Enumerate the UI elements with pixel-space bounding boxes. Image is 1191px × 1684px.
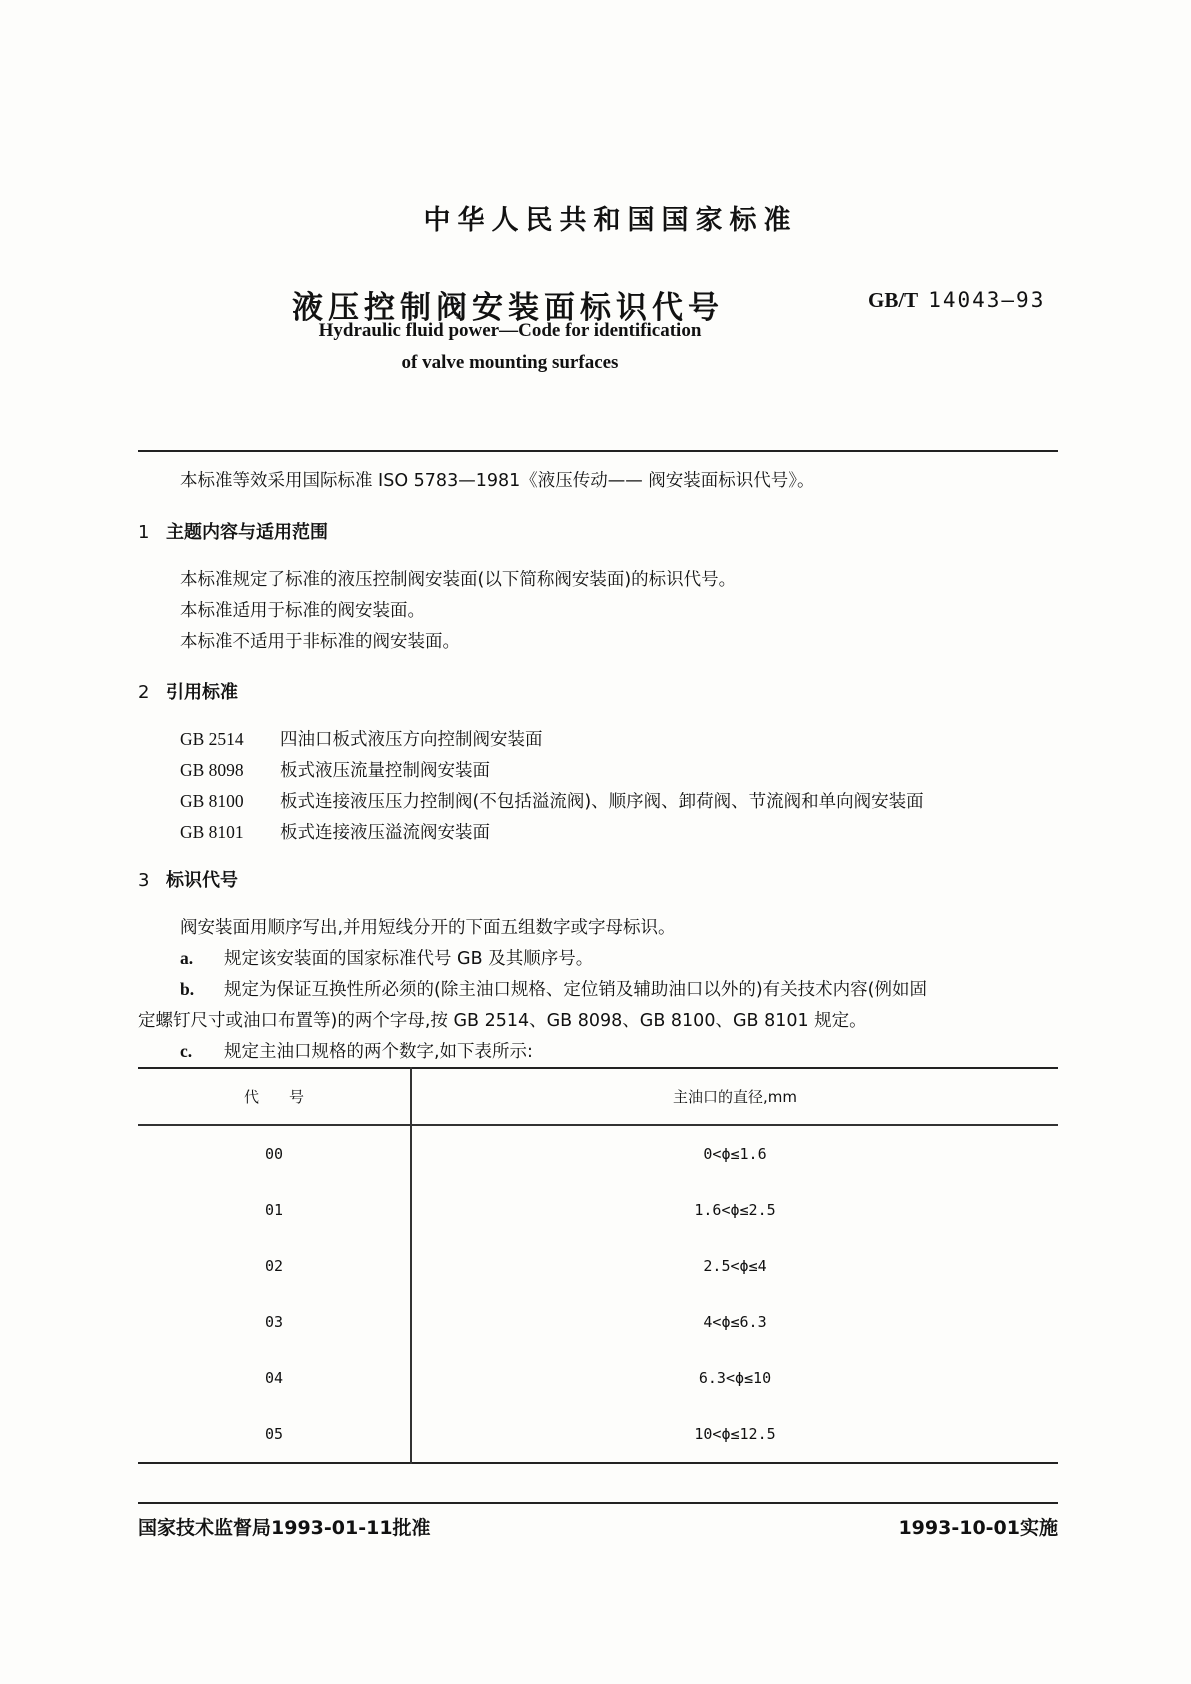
code-cell: 01 [138,1182,411,1238]
port-size-code-table [138,1067,1058,1464]
reference-item [180,819,490,844]
code-cell: 03 [138,1294,411,1350]
section-number: 2 [138,682,150,703]
table-row [138,1406,1058,1463]
reference-code: GB 2514 [180,729,244,749]
diameter-cell: 10<ϕ≤12.5 [694,1425,776,1443]
reference-item [180,726,543,751]
column-header-code: 代 号 [138,1068,411,1125]
list-letter: b. [180,979,195,999]
effective-date: 1993-10-01实施 [898,1517,1058,1539]
header-divider [138,450,1058,452]
list-text: 规定为保证互换性所必须的(除主油口规格、定位销及辅助油口以外的)有关技术内容(例如固 [224,980,927,1000]
table-row [138,1350,1058,1406]
diameter-cell: 1.6<ϕ≤2.5 [694,1201,776,1219]
list-text: 规定主油口规格的两个数字,如下表所示: [224,1042,533,1062]
section-1-paragraph: 本标准规定了标准的液压控制阀安装面(以下简称阀安装面)的标识代号。 [180,570,737,590]
footer-divider [138,1502,1058,1504]
section-2-heading [138,678,238,704]
table-row [138,1182,1058,1238]
standard-number [868,288,1045,313]
section-title: 标识代号 [166,870,238,891]
section-1-paragraph: 本标准不适用于非标准的阀安装面。 [180,632,460,652]
document-title-cn: 液压控制阀安装面标识代号 [292,290,724,326]
reference-code: GB 8100 [180,791,244,811]
code-cell: 02 [138,1238,411,1294]
list-text: 规定该安装面的国家标准代号 GB 及其顺序号。 [224,949,594,969]
section-title: 主题内容与适用范围 [166,522,328,543]
document-title-en-line1: Hydraulic fluid power—Code for identification [318,320,702,341]
code-cell: 05 [138,1406,411,1463]
table-header-row [138,1068,1058,1125]
diameter-cell: 0<ϕ≤1.6 [703,1145,767,1163]
reference-title: 板式连接液压溢流阀安装面 [280,823,490,843]
list-item-b [180,976,927,1001]
reference-title: 板式液压流量控制阀安装面 [280,761,490,781]
section-1-heading [138,518,328,544]
list-letter: a. [180,948,194,968]
reference-item [180,788,924,813]
table-row [138,1238,1058,1294]
code-cell: 04 [138,1350,411,1406]
diameter-cell: 4<ϕ≤6.3 [703,1313,767,1331]
list-letter: c. [180,1041,193,1061]
intro-paragraph: 本标准等效采用国际标准 ISO 5783—1981《液压传动—— 阀安装面标识代号》。 [180,471,815,491]
column-header-diameter: 主油口的直径,mm [411,1068,1058,1125]
list-item-c [180,1038,533,1063]
section-3-heading [138,866,238,892]
reference-title: 板式连接液压压力控制阀(不包括溢流阀)、顺序阀、卸荷阀、节流阀和单向阀安装面 [280,792,924,812]
national-standard-header: 中华人民共和国国家标准 [423,205,798,236]
table-row [138,1294,1058,1350]
reference-item [180,757,490,782]
section-number: 3 [138,870,150,891]
diameter-cell: 6.3<ϕ≤10 [698,1369,772,1387]
diameter-cell: 2.5<ϕ≤4 [703,1257,767,1275]
approval-date: 国家技术监督局1993-01-11批准 [138,1517,431,1539]
section-1-paragraph: 本标准适用于标准的阀安装面。 [180,601,425,621]
standard-code: 14043—93 [928,288,1046,312]
table-row [138,1125,1058,1182]
section-title: 引用标准 [166,682,238,703]
section-3-lead: 阀安装面用顺序写出,并用短线分开的下面五组数字或字母标识。 [180,918,676,938]
reference-title: 四油口板式液压方向控制阀安装面 [280,730,543,750]
document-title-en-line2: of valve mounting surfaces [401,352,619,373]
code-cell: 00 [138,1125,411,1182]
list-item-a [180,945,593,970]
reference-code: GB 8101 [180,822,244,842]
standard-prefix: GB/T [868,288,919,312]
reference-code: GB 8098 [180,760,244,780]
list-item-b-continuation: 定螺钉尺寸或油口布置等)的两个字母,按 GB 2514、GB 8098、GB 8100、GB 8101 规定。 [138,1011,867,1031]
section-number: 1 [138,522,150,543]
